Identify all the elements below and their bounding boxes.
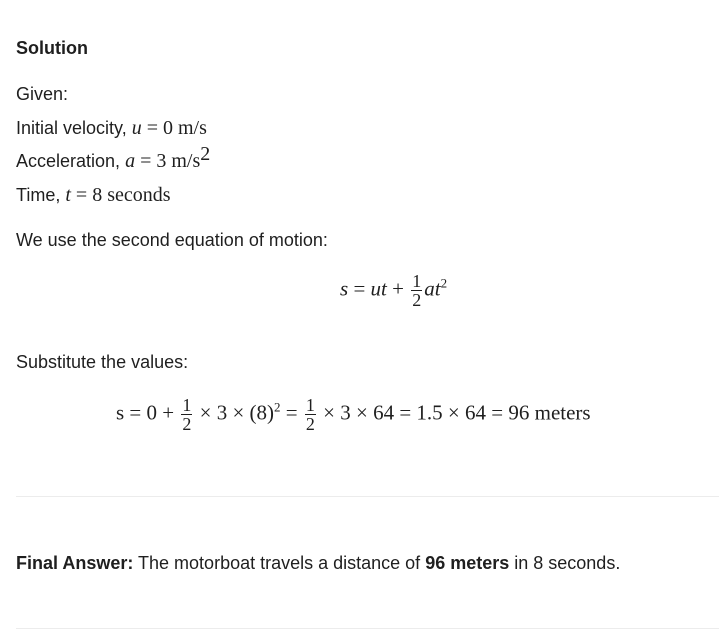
math-symbol: u (131, 117, 142, 139)
given-acceleration (16, 143, 211, 173)
math-equals: = (141, 117, 163, 139)
final-answer (16, 553, 620, 574)
math-value: 3 m/s (156, 150, 201, 172)
eq-term1: ut (370, 276, 387, 301)
given-initial-velocity (16, 117, 207, 140)
final-answer-text: The motorboat travels a distance of (133, 553, 426, 573)
fraction-denominator: 2 (412, 290, 422, 310)
eq-fraction (411, 272, 422, 309)
given-label-text: Time, (16, 185, 66, 205)
sub-fraction-1 (181, 396, 192, 433)
final-answer-label: Final Answer: (16, 553, 134, 573)
equation-of-motion (340, 272, 447, 309)
given-label: Given: (16, 84, 69, 104)
solution-title: Solution (16, 38, 88, 58)
substitute-intro: Substitute the values: (16, 352, 189, 372)
final-answer-value: 96 meters (425, 553, 510, 573)
fraction-numerator: 1 (182, 395, 192, 415)
equation-intro: We use the second equation of motion: (16, 230, 328, 250)
math-equals: = (135, 150, 157, 172)
eq-lhs: s (340, 276, 349, 301)
final-answer-text-end: in 8 seconds. (509, 553, 621, 573)
sub-part2-exponent: 2 (274, 399, 281, 415)
math-value: 0 m/s (163, 117, 207, 139)
given-label-text: Initial velocity, (16, 118, 132, 138)
eq-plus: + (386, 276, 410, 301)
sub-part4: × 3 × 64 = 1.5 × 64 = 96 meters (317, 400, 591, 425)
given-label-text: Acceleration, (16, 151, 126, 171)
fraction-denominator: 2 (305, 414, 315, 434)
sub-part2: × 3 × (8) (194, 400, 275, 425)
fraction-numerator: 1 (305, 395, 315, 415)
fraction-numerator: 1 (412, 271, 422, 291)
eq-term2-exponent: 2 (440, 275, 448, 291)
math-symbol: t (65, 184, 71, 206)
math-exponent: 2 (200, 143, 211, 165)
substitution-equation (116, 396, 591, 433)
math-equals: = (70, 184, 93, 206)
eq-term2: at (424, 276, 441, 301)
math-value: 8 seconds (92, 184, 171, 206)
sub-part1: s = 0 + (116, 400, 180, 425)
bottom-divider (16, 628, 719, 629)
math-symbol: a (125, 150, 136, 172)
given-time (16, 184, 171, 207)
sub-fraction-2 (305, 396, 316, 433)
section-divider (16, 496, 719, 497)
sub-part3: = (280, 400, 303, 425)
eq-equals: = (348, 276, 371, 301)
fraction-denominator: 2 (182, 414, 192, 434)
